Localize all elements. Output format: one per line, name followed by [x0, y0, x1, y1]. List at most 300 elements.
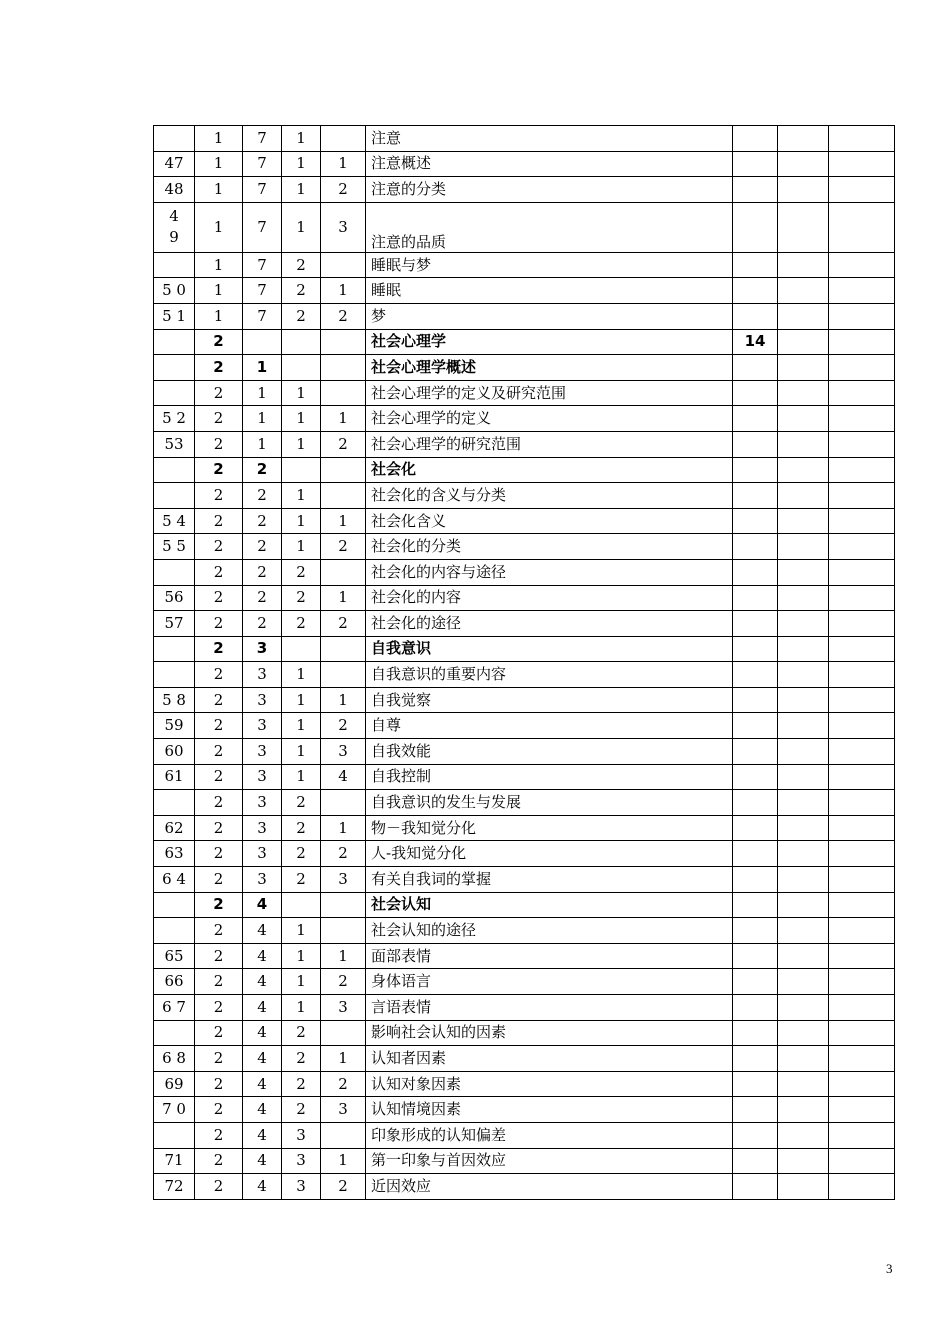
row-number-cell: 47: [154, 151, 195, 177]
row-number-cell: 62: [154, 815, 195, 841]
chapter-code-cell: 1: [195, 202, 243, 252]
hours-cell: [733, 636, 778, 662]
hours-cell: [733, 969, 778, 995]
hours-cell: [733, 867, 778, 893]
row-number-cell: [154, 892, 195, 918]
hours-cell: [733, 841, 778, 867]
section-code-cell: 4: [243, 1174, 282, 1200]
subsection-code-cell: 1: [282, 534, 321, 560]
topic-title-cell: 有关自我词的掌握: [366, 867, 733, 893]
hours-cell: [733, 508, 778, 534]
section-code-cell: 7: [243, 252, 282, 278]
extra-cell-1: [778, 1071, 829, 1097]
item-code-cell: [321, 126, 366, 152]
table-row: [154, 202, 895, 252]
item-code-cell: 3: [321, 739, 366, 765]
item-code-cell: 2: [321, 969, 366, 995]
extra-cell-1: [778, 303, 829, 329]
section-code-cell: 4: [243, 1097, 282, 1123]
row-number-cell: 59: [154, 713, 195, 739]
topic-title-cell: 认知情境因素: [366, 1097, 733, 1123]
table-row: [154, 534, 895, 560]
extra-cell-2: [829, 177, 895, 203]
chapter-code-cell: 2: [195, 790, 243, 816]
section-code-cell: 7: [243, 177, 282, 203]
item-code-cell: [321, 355, 366, 381]
table-row: [154, 1122, 895, 1148]
topic-title-cell: 面部表情: [366, 943, 733, 969]
extra-cell-2: [829, 969, 895, 995]
chapter-code-cell: 2: [195, 406, 243, 432]
row-number-cell: [154, 252, 195, 278]
chapter-code-cell: 2: [195, 969, 243, 995]
item-code-cell: 4: [321, 764, 366, 790]
topic-title-cell: 梦: [366, 303, 733, 329]
chapter-code-cell: 2: [195, 1148, 243, 1174]
extra-cell-2: [829, 1097, 895, 1123]
subsection-code-cell: 1: [282, 126, 321, 152]
chapter-code-cell: 2: [195, 329, 243, 355]
hours-cell: [733, 1148, 778, 1174]
hours-cell: [733, 918, 778, 944]
table-row: [154, 867, 895, 893]
row-number-cell: 6 8: [154, 1046, 195, 1072]
hours-cell: [733, 1122, 778, 1148]
extra-cell-1: [778, 126, 829, 152]
table-row: [154, 739, 895, 765]
subsection-code-cell: 1: [282, 662, 321, 688]
section-code-cell: 3: [243, 687, 282, 713]
row-number-cell: [154, 457, 195, 483]
topic-title-cell: 社会心理学概述: [366, 355, 733, 381]
topic-title-cell: 社会化含义: [366, 508, 733, 534]
subsection-code-cell: 2: [282, 252, 321, 278]
hours-cell: [733, 303, 778, 329]
topic-title-cell: 社会化的途径: [366, 611, 733, 637]
row-number-cell: 57: [154, 611, 195, 637]
hours-cell: [733, 943, 778, 969]
extra-cell-2: [829, 892, 895, 918]
table-row: [154, 995, 895, 1021]
item-code-cell: 1: [321, 406, 366, 432]
subsection-code-cell: 2: [282, 585, 321, 611]
extra-cell-2: [829, 406, 895, 432]
hours-cell: 14: [733, 329, 778, 355]
row-number-cell: 4 9: [154, 202, 195, 252]
section-code-cell: 2: [243, 457, 282, 483]
row-number-cell: [154, 790, 195, 816]
topic-title-cell: 社会心理学的定义及研究范围: [366, 380, 733, 406]
extra-cell-1: [778, 1148, 829, 1174]
section-code-cell: 3: [243, 815, 282, 841]
extra-cell-1: [778, 636, 829, 662]
section-code-cell: 1: [243, 406, 282, 432]
chapter-code-cell: 2: [195, 662, 243, 688]
extra-cell-2: [829, 1046, 895, 1072]
hours-cell: [733, 739, 778, 765]
topic-title-cell: 社会化的内容与途径: [366, 559, 733, 585]
topic-title-cell: 社会认知: [366, 892, 733, 918]
hours-cell: [733, 177, 778, 203]
chapter-code-cell: 2: [195, 943, 243, 969]
extra-cell-2: [829, 841, 895, 867]
extra-cell-2: [829, 764, 895, 790]
subsection-code-cell: 2: [282, 867, 321, 893]
extra-cell-2: [829, 867, 895, 893]
item-code-cell: 2: [321, 534, 366, 560]
subsection-code-cell: [282, 457, 321, 483]
subsection-code-cell: 2: [282, 790, 321, 816]
hours-cell: [733, 1097, 778, 1123]
row-number-cell: 65: [154, 943, 195, 969]
extra-cell-1: [778, 1046, 829, 1072]
row-number-cell: 7 0: [154, 1097, 195, 1123]
extra-cell-2: [829, 739, 895, 765]
chapter-code-cell: 2: [195, 585, 243, 611]
chapter-code-cell: 2: [195, 457, 243, 483]
table-row: [154, 815, 895, 841]
extra-cell-2: [829, 151, 895, 177]
table-row: [154, 585, 895, 611]
chapter-code-cell: 2: [195, 1174, 243, 1200]
chapter-code-cell: 2: [195, 995, 243, 1021]
extra-cell-1: [778, 457, 829, 483]
row-number-cell: 71: [154, 1148, 195, 1174]
section-code-cell: 1: [243, 431, 282, 457]
item-code-cell: 2: [321, 1174, 366, 1200]
extra-cell-2: [829, 126, 895, 152]
hours-cell: [733, 892, 778, 918]
topic-title-cell: 言语表情: [366, 995, 733, 1021]
table-row: [154, 764, 895, 790]
subsection-code-cell: 2: [282, 303, 321, 329]
hours-cell: [733, 278, 778, 304]
table-row: [154, 1020, 895, 1046]
extra-cell-1: [778, 355, 829, 381]
item-code-cell: [321, 662, 366, 688]
item-code-cell: [321, 892, 366, 918]
row-number-cell: 61: [154, 764, 195, 790]
chapter-code-cell: 2: [195, 355, 243, 381]
topic-title-cell: 自我意识的发生与发展: [366, 790, 733, 816]
row-number-cell: 56: [154, 585, 195, 611]
chapter-code-cell: 2: [195, 1046, 243, 1072]
topic-title-cell: 注意的分类: [366, 177, 733, 203]
extra-cell-1: [778, 508, 829, 534]
row-number-cell: 60: [154, 739, 195, 765]
subsection-code-cell: 2: [282, 559, 321, 585]
chapter-code-cell: 2: [195, 1071, 243, 1097]
chapter-code-cell: 2: [195, 841, 243, 867]
chapter-code-cell: 2: [195, 1020, 243, 1046]
subsection-code-cell: [282, 892, 321, 918]
subsection-code-cell: 1: [282, 508, 321, 534]
section-code-cell: 4: [243, 969, 282, 995]
hours-cell: [733, 790, 778, 816]
section-code-cell: 3: [243, 636, 282, 662]
item-code-cell: 2: [321, 303, 366, 329]
chapter-code-cell: 2: [195, 764, 243, 790]
extra-cell-1: [778, 867, 829, 893]
subsection-code-cell: 1: [282, 764, 321, 790]
chapter-code-cell: 1: [195, 278, 243, 304]
table-row: [154, 151, 895, 177]
topic-title-cell: 社会认知的途径: [366, 918, 733, 944]
chapter-code-cell: 1: [195, 177, 243, 203]
row-number-cell: [154, 1020, 195, 1046]
table-row: [154, 1071, 895, 1097]
subsection-code-cell: 2: [282, 815, 321, 841]
extra-cell-1: [778, 943, 829, 969]
extra-cell-2: [829, 380, 895, 406]
hours-cell: [733, 559, 778, 585]
chapter-code-cell: 2: [195, 687, 243, 713]
row-number-cell: 69: [154, 1071, 195, 1097]
subsection-code-cell: 1: [282, 713, 321, 739]
subsection-code-cell: 2: [282, 1020, 321, 1046]
table-row: [154, 687, 895, 713]
extra-cell-1: [778, 329, 829, 355]
chapter-code-cell: 1: [195, 126, 243, 152]
section-code-cell: 3: [243, 841, 282, 867]
item-code-cell: [321, 636, 366, 662]
item-code-cell: [321, 483, 366, 509]
item-code-cell: [321, 918, 366, 944]
chapter-code-cell: 2: [195, 483, 243, 509]
topic-title-cell: 注意: [366, 126, 733, 152]
section-code-cell: 4: [243, 1122, 282, 1148]
subsection-code-cell: [282, 329, 321, 355]
item-code-cell: 1: [321, 278, 366, 304]
topic-title-cell: 认知者因素: [366, 1046, 733, 1072]
extra-cell-2: [829, 252, 895, 278]
hours-cell: [733, 355, 778, 381]
item-code-cell: 3: [321, 995, 366, 1021]
section-code-cell: 4: [243, 1071, 282, 1097]
row-number-cell: 5 4: [154, 508, 195, 534]
table-row: [154, 636, 895, 662]
table-row: [154, 406, 895, 432]
extra-cell-2: [829, 995, 895, 1021]
extra-cell-1: [778, 559, 829, 585]
section-code-cell: 2: [243, 611, 282, 637]
hours-cell: [733, 457, 778, 483]
subsection-code-cell: [282, 355, 321, 381]
item-code-cell: 2: [321, 1071, 366, 1097]
extra-cell-2: [829, 1122, 895, 1148]
section-code-cell: 2: [243, 534, 282, 560]
topic-title-cell: 影响社会认知的因素: [366, 1020, 733, 1046]
page-number: 3: [886, 1261, 893, 1276]
extra-cell-1: [778, 278, 829, 304]
section-code-cell: 4: [243, 918, 282, 944]
subsection-code-cell: [282, 636, 321, 662]
section-code-cell: 4: [243, 1148, 282, 1174]
table-row: [154, 892, 895, 918]
hours-cell: [733, 151, 778, 177]
section-code-cell: 7: [243, 202, 282, 252]
topic-title-cell: 自尊: [366, 713, 733, 739]
item-code-cell: 1: [321, 687, 366, 713]
section-code-cell: 7: [243, 126, 282, 152]
table-row: [154, 1046, 895, 1072]
extra-cell-1: [778, 918, 829, 944]
subsection-code-cell: 3: [282, 1122, 321, 1148]
hours-cell: [733, 1020, 778, 1046]
table-row: [154, 177, 895, 203]
extra-cell-2: [829, 918, 895, 944]
extra-cell-1: [778, 483, 829, 509]
hours-cell: [733, 202, 778, 252]
extra-cell-2: [829, 943, 895, 969]
chapter-code-cell: 2: [195, 380, 243, 406]
topic-title-cell: 自我意识: [366, 636, 733, 662]
extra-cell-1: [778, 1020, 829, 1046]
section-code-cell: 4: [243, 1020, 282, 1046]
row-number-cell: [154, 636, 195, 662]
item-code-cell: 1: [321, 943, 366, 969]
subsection-code-cell: 1: [282, 943, 321, 969]
extra-cell-1: [778, 202, 829, 252]
hours-cell: [733, 1174, 778, 1200]
item-code-cell: [321, 457, 366, 483]
item-code-cell: 1: [321, 508, 366, 534]
extra-cell-2: [829, 278, 895, 304]
table-row: [154, 713, 895, 739]
subsection-code-cell: 1: [282, 202, 321, 252]
section-code-cell: 3: [243, 713, 282, 739]
subsection-code-cell: 1: [282, 918, 321, 944]
section-code-cell: 2: [243, 559, 282, 585]
row-number-cell: [154, 662, 195, 688]
row-number-cell: [154, 1122, 195, 1148]
subsection-code-cell: 1: [282, 406, 321, 432]
section-code-cell: 4: [243, 1046, 282, 1072]
hours-cell: [733, 611, 778, 637]
subsection-code-cell: 1: [282, 151, 321, 177]
topic-title-cell: 印象形成的认知偏差: [366, 1122, 733, 1148]
topic-title-cell: 自我觉察: [366, 687, 733, 713]
item-code-cell: [321, 329, 366, 355]
subsection-code-cell: 1: [282, 177, 321, 203]
chapter-code-cell: 2: [195, 815, 243, 841]
row-number-cell: 5 1: [154, 303, 195, 329]
section-code-cell: 7: [243, 278, 282, 304]
row-number-cell: 6 7: [154, 995, 195, 1021]
item-code-cell: 3: [321, 867, 366, 893]
extra-cell-2: [829, 662, 895, 688]
extra-cell-1: [778, 151, 829, 177]
hours-cell: [733, 764, 778, 790]
item-code-cell: 2: [321, 177, 366, 203]
section-code-cell: 1: [243, 380, 282, 406]
section-code-cell: 4: [243, 943, 282, 969]
chapter-code-cell: 2: [195, 559, 243, 585]
extra-cell-2: [829, 483, 895, 509]
chapter-code-cell: 2: [195, 534, 243, 560]
table-row: [154, 431, 895, 457]
extra-cell-1: [778, 1174, 829, 1200]
extra-cell-1: [778, 585, 829, 611]
item-code-cell: [321, 1122, 366, 1148]
table-row: [154, 483, 895, 509]
extra-cell-1: [778, 815, 829, 841]
extra-cell-2: [829, 611, 895, 637]
extra-cell-1: [778, 534, 829, 560]
extra-cell-2: [829, 585, 895, 611]
table-row: [154, 790, 895, 816]
item-code-cell: 3: [321, 202, 366, 252]
extra-cell-2: [829, 636, 895, 662]
row-number-cell: [154, 483, 195, 509]
row-number-cell: 5 8: [154, 687, 195, 713]
topic-title-cell: 社会化的内容: [366, 585, 733, 611]
row-number-cell: 5 5: [154, 534, 195, 560]
chapter-code-cell: 2: [195, 611, 243, 637]
topic-title-cell: 睡眠与梦: [366, 252, 733, 278]
table-row: [154, 329, 895, 355]
hours-cell: [733, 126, 778, 152]
extra-cell-2: [829, 815, 895, 841]
table-row: [154, 611, 895, 637]
subsection-code-cell: 1: [282, 995, 321, 1021]
section-code-cell: 3: [243, 764, 282, 790]
subsection-code-cell: 1: [282, 380, 321, 406]
topic-title-cell: 注意概述: [366, 151, 733, 177]
extra-cell-2: [829, 457, 895, 483]
section-code-cell: 3: [243, 739, 282, 765]
row-number-cell: [154, 559, 195, 585]
chapter-code-cell: 1: [195, 303, 243, 329]
extra-cell-1: [778, 431, 829, 457]
chapter-code-cell: 2: [195, 1122, 243, 1148]
subsection-code-cell: 2: [282, 1071, 321, 1097]
extra-cell-1: [778, 406, 829, 432]
hours-cell: [733, 380, 778, 406]
topic-title-cell: 注意的品质: [366, 202, 733, 252]
topic-title-cell: 社会化: [366, 457, 733, 483]
extra-cell-2: [829, 559, 895, 585]
table-row: [154, 969, 895, 995]
table-row: [154, 252, 895, 278]
extra-cell-1: [778, 662, 829, 688]
section-code-cell: 2: [243, 483, 282, 509]
extra-cell-1: [778, 739, 829, 765]
topic-title-cell: 自我效能: [366, 739, 733, 765]
item-code-cell: 2: [321, 431, 366, 457]
row-number-cell: 5 2: [154, 406, 195, 432]
extra-cell-1: [778, 713, 829, 739]
chapter-code-cell: 2: [195, 867, 243, 893]
item-code-cell: 1: [321, 1148, 366, 1174]
row-number-cell: [154, 355, 195, 381]
row-number-cell: [154, 380, 195, 406]
chapter-code-cell: 2: [195, 1097, 243, 1123]
section-code-cell: 2: [243, 508, 282, 534]
table-row: [154, 508, 895, 534]
extra-cell-2: [829, 355, 895, 381]
extra-cell-2: [829, 202, 895, 252]
table-row: [154, 559, 895, 585]
item-code-cell: 1: [321, 151, 366, 177]
item-code-cell: 2: [321, 713, 366, 739]
item-code-cell: 1: [321, 585, 366, 611]
hours-cell: [733, 713, 778, 739]
syllabus-table: [153, 125, 895, 1200]
table-body: [154, 126, 895, 1200]
topic-title-cell: 社会心理学: [366, 329, 733, 355]
item-code-cell: [321, 559, 366, 585]
